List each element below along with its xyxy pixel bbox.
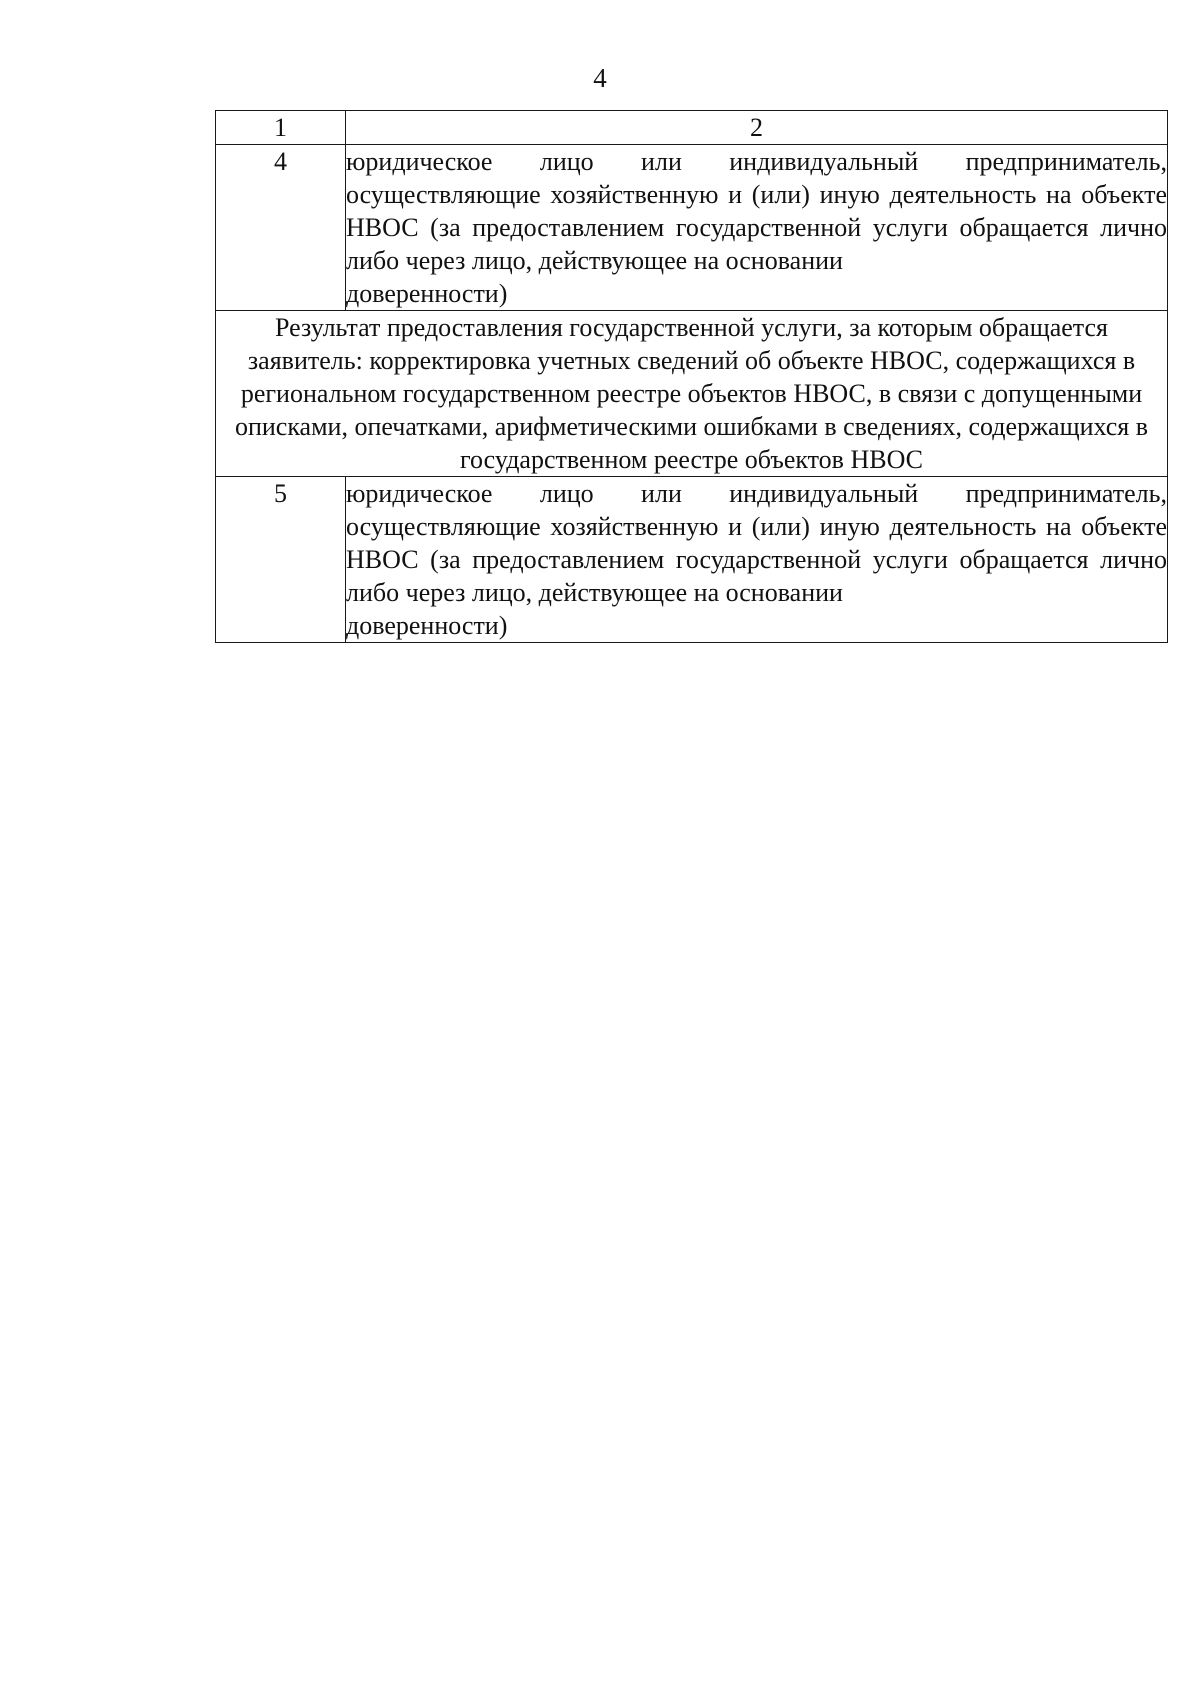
applicant-description-end: доверенности) [346,279,508,308]
table-row [216,145,1168,311]
result-row [216,311,1168,477]
table-header-row [216,111,1168,145]
header-col-2: 2 [346,111,1168,145]
applicant-description-text: юридическое лицо или индивидуальный предприниматель, осуществляющие хозяйственную и (или) иную деятельность на объекте НВОС (за предоставлением государственной услуги обращается лично либо через лицо, действующее на основании [346,147,1167,275]
applicant-description [346,477,1168,643]
service-result-heading: Результат предоставления государственной услуги, за которым обращается заявитель: корректировка учетных сведений об объекте НВОС, содержащихся в региональном государственном реестре объектов НВОС, в связи с допущенными описками, опечатками, арифметическими ошибками в сведениях, содержащихся в государственном реестре объектов НВОС [216,311,1168,477]
applicant-description [346,145,1168,311]
row-number: 4 [216,145,346,311]
table-row [216,477,1168,643]
services-table [215,110,1168,643]
applicant-description-text: юридическое лицо или индивидуальный предприниматель, осуществляющие хозяйственную и (или) иную деятельность на объекте НВОС (за предоставлением государственной услуги обращается лично либо через лицо, действующее на основании [346,479,1167,607]
page-number: 4 [593,63,607,93]
header-col-1: 1 [216,111,346,145]
applicant-description-end: доверенности) [346,611,508,640]
row-number: 5 [216,477,346,643]
